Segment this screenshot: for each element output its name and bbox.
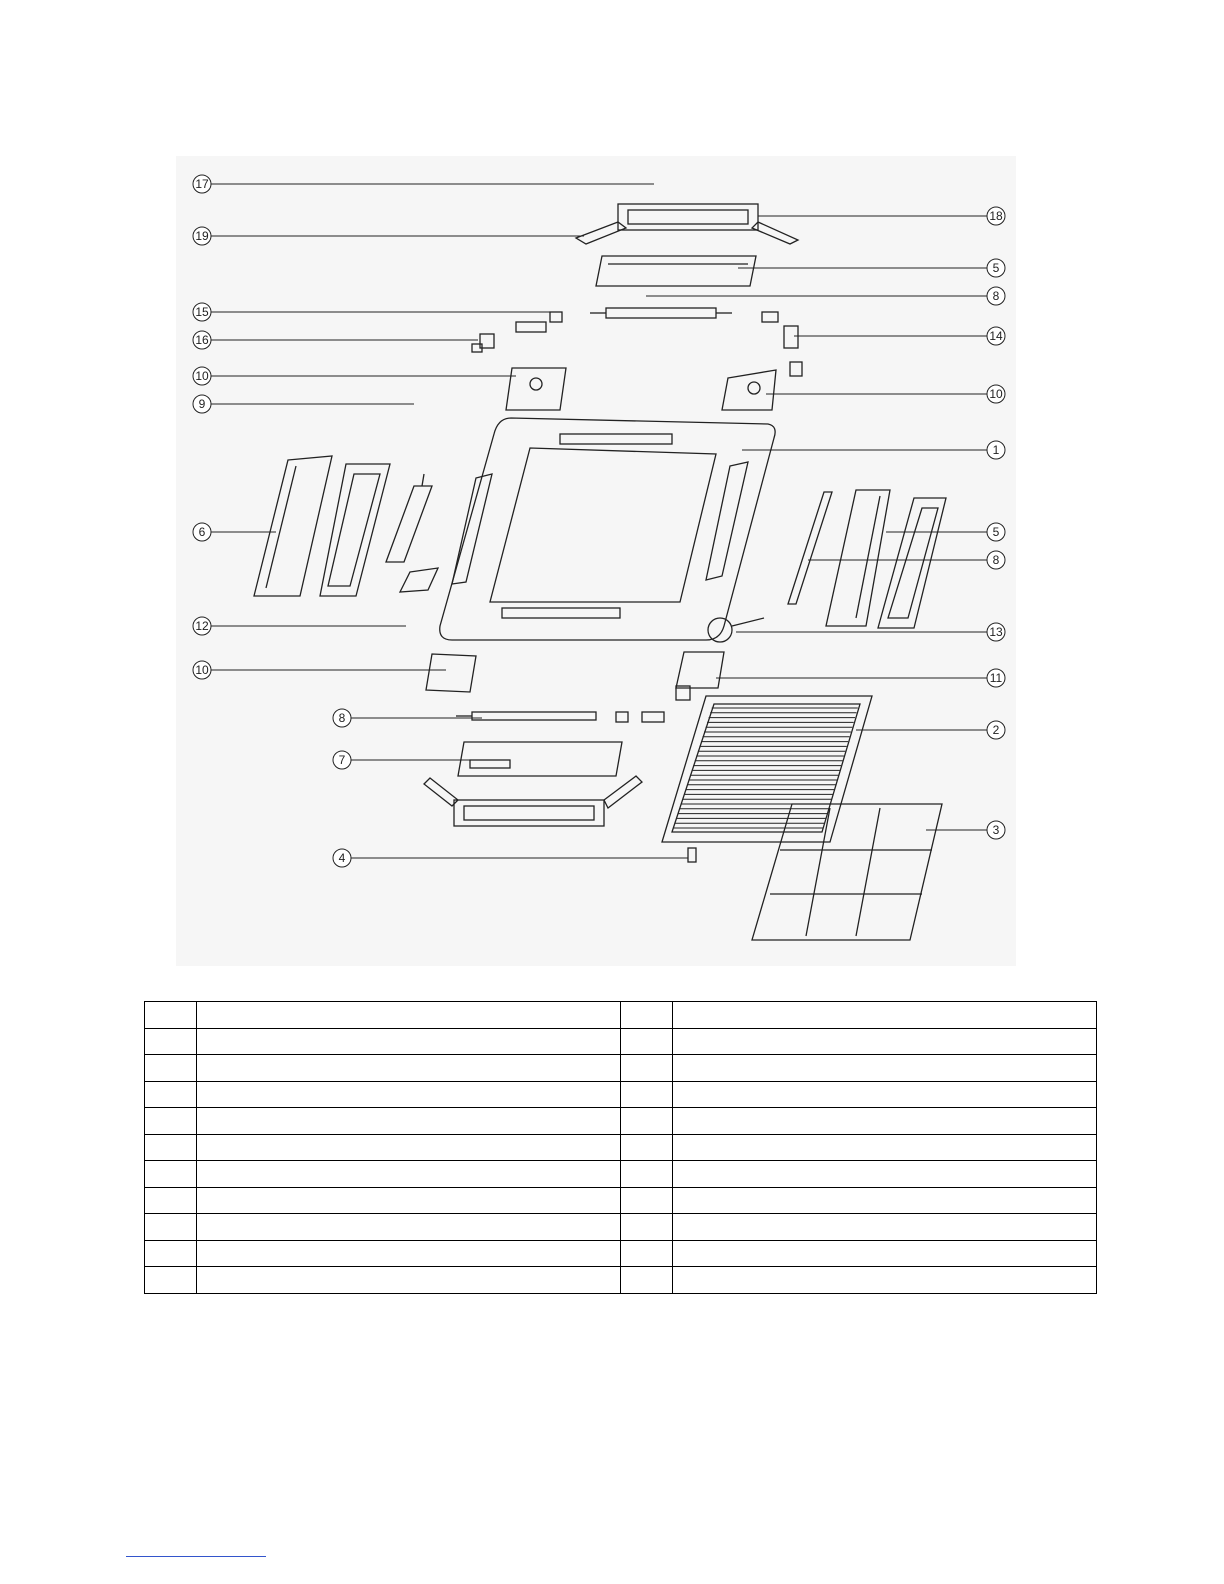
exploded-view-diagram — [176, 156, 1016, 966]
callout-label: 13 — [989, 625, 1003, 639]
table-row — [145, 1028, 1097, 1055]
part-number-cell — [620, 1055, 672, 1082]
part-description-cell — [197, 1134, 621, 1161]
table-row — [145, 1161, 1097, 1188]
corner-cover-bottom-right — [676, 652, 724, 688]
corner-cover-top-right — [722, 370, 776, 410]
part-number-cell — [145, 1267, 197, 1294]
callout-label: 1 — [992, 443, 1000, 457]
part-number-cell — [620, 1267, 672, 1294]
corner-cover-bottom-left — [426, 654, 476, 692]
part-description-cell — [673, 1187, 1097, 1214]
louver-left — [254, 456, 390, 596]
table-row — [145, 1240, 1097, 1267]
part-description-cell — [673, 1081, 1097, 1108]
part-description-cell — [673, 1161, 1097, 1188]
callout-label: 12 — [195, 619, 209, 633]
callout-label: 10 — [195, 369, 209, 383]
callout-label: 19 — [195, 229, 209, 243]
table-row — [145, 1055, 1097, 1082]
part-description-cell — [197, 1161, 621, 1188]
callout-label: 8 — [992, 553, 1000, 567]
rod-top — [590, 308, 732, 318]
callout-label: 8 — [338, 711, 346, 725]
callout-label: 6 — [198, 525, 206, 539]
part-description-cell — [673, 1108, 1097, 1135]
part-description-cell — [197, 1214, 621, 1241]
part-number-cell — [145, 1214, 197, 1241]
part-number-cell — [145, 1108, 197, 1135]
linkage-right-top — [762, 312, 802, 376]
part-description-cell — [197, 1055, 621, 1082]
part-number-cell — [620, 1134, 672, 1161]
part-number-cell — [145, 1081, 197, 1108]
table-row — [145, 1187, 1097, 1214]
part-number-cell — [620, 1240, 672, 1267]
part-number-cell — [620, 1028, 672, 1055]
part-number-cell — [620, 1214, 672, 1241]
part-number-cell — [145, 1187, 197, 1214]
part-number-cell — [145, 1002, 197, 1029]
rod-left — [386, 474, 432, 562]
callout-label: 10 — [989, 387, 1003, 401]
callout-label: 11 — [989, 671, 1003, 685]
main-panel — [440, 418, 775, 640]
exploded-view-drawing — [176, 156, 1016, 966]
part-number-cell — [620, 1187, 672, 1214]
louver-top — [596, 256, 756, 286]
part-number-cell — [145, 1028, 197, 1055]
motor-right — [708, 618, 764, 642]
callout-label: 15 — [195, 305, 209, 319]
rod-right — [788, 492, 832, 604]
callout-group — [193, 175, 1005, 867]
part-number-cell — [145, 1134, 197, 1161]
part-description-cell — [197, 1240, 621, 1267]
air-filter — [752, 804, 942, 940]
parts-table — [144, 1001, 1097, 1294]
part-description-cell — [673, 1214, 1097, 1241]
callout-label: 18 — [989, 209, 1003, 223]
callout-label: 2 — [992, 723, 1000, 737]
part-number-cell — [145, 1161, 197, 1188]
linkage-left-top — [472, 312, 562, 352]
callout-label: 10 — [195, 663, 209, 677]
louver-frame-bottom — [424, 776, 642, 826]
part-number-cell — [145, 1240, 197, 1267]
part-description-cell — [673, 1134, 1097, 1161]
callout-label: 7 — [338, 753, 346, 767]
table-row — [145, 1108, 1097, 1135]
part-number-cell — [620, 1081, 672, 1108]
part-description-cell — [673, 1267, 1097, 1294]
callout-label: 9 — [198, 397, 206, 411]
part-number-cell — [620, 1161, 672, 1188]
part-description-cell — [673, 1028, 1097, 1055]
callout-label: 4 — [338, 851, 346, 865]
callout-label: 14 — [989, 329, 1003, 343]
part-description-cell — [673, 1002, 1097, 1029]
part-description-cell — [197, 1028, 621, 1055]
table-row — [145, 1267, 1097, 1294]
motor-bracket-left — [400, 568, 438, 592]
part-description-cell — [197, 1267, 621, 1294]
callout-label: 5 — [992, 525, 1000, 539]
part-description-cell — [197, 1187, 621, 1214]
screw — [688, 848, 696, 862]
part-number-cell — [620, 1108, 672, 1135]
louver-bottom — [458, 742, 622, 776]
part-description-cell — [197, 1002, 621, 1029]
callout-label: 3 — [992, 823, 1000, 837]
table-row — [145, 1081, 1097, 1108]
callout-label: 17 — [195, 177, 209, 191]
part-number-cell — [620, 1002, 672, 1029]
part-description-cell — [197, 1081, 621, 1108]
callout-label: 16 — [195, 333, 209, 347]
rod-bottom — [456, 712, 596, 720]
leader-lines — [211, 184, 987, 858]
table-row — [145, 1002, 1097, 1029]
linkage-bottom — [616, 686, 690, 722]
part-description-cell — [197, 1108, 621, 1135]
callout-label: 8 — [992, 289, 1000, 303]
footer-rule — [126, 1556, 266, 1557]
corner-cover-top-left — [506, 368, 566, 410]
part-number-cell — [145, 1055, 197, 1082]
part-description-cell — [673, 1055, 1097, 1082]
part-description-cell — [673, 1240, 1097, 1267]
table-row — [145, 1134, 1097, 1161]
callout-label: 5 — [992, 261, 1000, 275]
louver-frame-top — [576, 204, 798, 244]
table-row — [145, 1214, 1097, 1241]
louver-right — [826, 490, 946, 628]
parts-table-body — [145, 1002, 1097, 1294]
